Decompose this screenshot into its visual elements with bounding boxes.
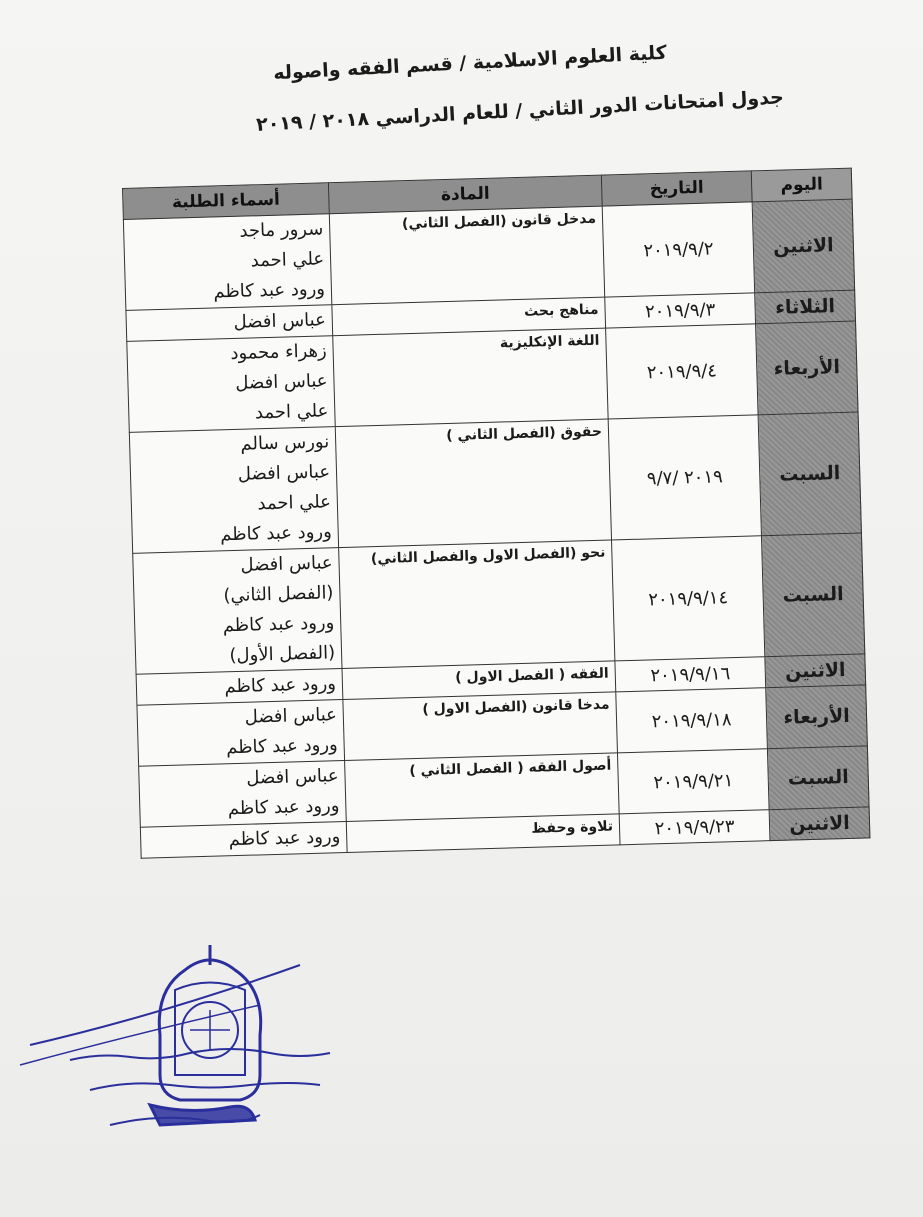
student-name: علي احمد [254,400,329,424]
cell-day: الأربعاء [756,321,858,415]
cell-day: الاثنين [752,199,854,293]
table-row [133,533,865,674]
cell-students [137,700,345,767]
cell-date: ٢٠١٩/٩/٢ [602,202,755,297]
cell-day: الأربعاء [766,685,868,749]
student-name: سرور ماجد [239,218,324,242]
cell-students [129,427,338,554]
cell-day: الاثنين [769,807,870,841]
cell-date: ٢٠١٩/٩/٣ [605,293,756,328]
cell-day: الاثنين [765,654,866,688]
column-header-day: اليوم [751,168,852,202]
student-name: زهراء محمود [230,340,327,365]
cell-date: ٢٠١٩/٩/٤ [606,324,759,419]
student-name: عباس افضل [237,461,331,485]
student-name: عباس افضل [244,704,338,728]
student-name: ورود عبد كاظم [224,673,337,698]
cell-subject: اللغة الإنكليزية [333,328,608,427]
student-name: (الفصل الأول) [229,642,336,667]
cell-subject: مدخل قانون (الفصل الثاني) [329,206,604,305]
table-row [129,412,861,553]
cell-subject: مناهج بحث [332,297,606,336]
column-header-date: التاريخ [601,171,752,206]
cell-students [126,305,333,342]
student-name: عباس افضل [240,552,333,576]
college-department-heading: كلية العلوم الاسلامية / قسم الفقه واصوله [272,41,668,85]
student-name: ورود عبد كاظم [225,734,338,759]
student-name: ورود عبد كاظم [222,612,335,637]
cell-students [127,336,336,433]
cell-date: ٢٠١٩/٩/١٦ [615,657,766,692]
student-name: ورود عبد كاظم [213,278,326,303]
cell-students [139,761,347,828]
cell-subject: مدخا قانون (الفصل الاول ) [343,692,618,761]
student-name: عباس افضل [246,765,339,789]
schedule-title: جدول امتحانات الدور الثاني / للعام الدراسي ٢٠١٨ / ٢٠١٩ [255,86,785,136]
cell-day: السبت [758,412,861,536]
student-name: (الفصل الثاني) [223,582,334,607]
cell-date: ٢٠١٩/٩/٢٣ [619,810,770,845]
cell-day: الثلاثاء [755,290,856,324]
exam-schedule-table-wrap [122,168,870,859]
column-header-students: أسماء الطلبة [123,183,330,220]
cell-students [136,669,343,706]
cell-date: ٢٠١٩/٩/١٤ [612,536,765,661]
student-name: عباس افضل [235,370,328,394]
student-name: نورس سالم [240,431,330,455]
university-stamp-icon [10,935,370,1165]
cell-students [140,821,347,858]
student-name: ورود عبد كاظم [227,795,340,820]
cell-day: السبت [762,533,865,657]
cell-subject: الفقه ( الفصل الاول ) [342,661,616,700]
table-body [123,199,870,858]
student-name: ورود عبد كاظم [228,826,341,851]
cell-date: ٢٠١٩/٩/١٨ [616,688,768,753]
column-header-subject: المادة [328,175,602,214]
cell-students [123,214,332,311]
student-name: علي احمد [257,491,332,515]
cell-students [133,548,342,675]
cell-day: السبت [767,746,869,810]
student-name: ورود عبد كاظم [219,521,333,546]
exam-schedule-table [122,168,870,859]
cell-subject: أصول الفقه ( الفصل الثاني ) [345,753,620,822]
cell-date: ٢٠١٩/٩/٢١ [617,749,769,814]
cell-subject: تلاوة وحفظ [346,814,620,853]
student-name: عباس افضل [233,309,327,333]
cell-subject: نحو (الفصل الاول والفصل الثاني) [339,540,615,669]
student-name: علي احمد [250,248,325,272]
cell-date: ٢٠١٩ /٩/٧ [608,415,761,540]
cell-subject: حقوق (الفصل الثاني ) [335,419,611,548]
